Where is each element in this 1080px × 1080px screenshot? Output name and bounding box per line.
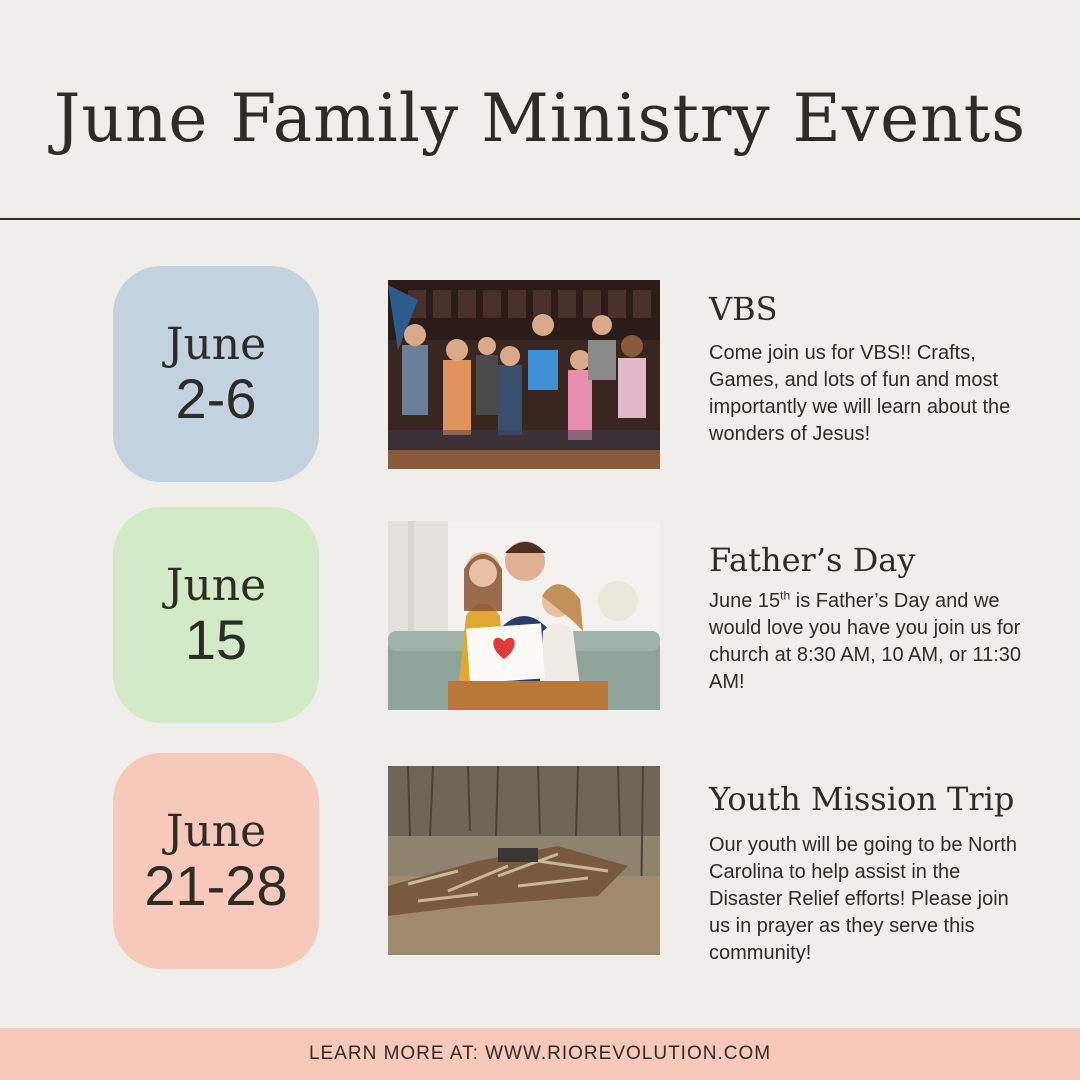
date-days: 2-6 bbox=[175, 367, 257, 430]
event-title-vbs: VBS bbox=[709, 290, 778, 328]
event-description-vbs: Come join us for VBS!! Crafts, Games, and lots of fun and most importantly we will learn about the wonders of Jesus! bbox=[709, 342, 1011, 445]
date-month: June bbox=[165, 319, 267, 370]
children-singing-photo bbox=[388, 280, 660, 469]
event-title-mission-trip: Youth Mission Trip bbox=[709, 780, 1015, 818]
disaster-debris-photo bbox=[388, 766, 660, 955]
date-card-mission-trip bbox=[113, 753, 319, 969]
date-month: June bbox=[165, 806, 267, 857]
date-days: 21-28 bbox=[144, 854, 288, 917]
date-days: 15 bbox=[184, 608, 248, 671]
event-description-fathers-day: June 15th is Father’s Day and we would love you have you join us for church at 8:30 AM, 10 AM, or 11:30 AM! bbox=[709, 588, 1022, 693]
father-daughters-card-photo bbox=[388, 521, 660, 710]
date-card-vbs bbox=[113, 266, 319, 482]
date-card-fathers-day bbox=[113, 507, 319, 723]
footer-banner bbox=[0, 1028, 1080, 1080]
event-description-mission-trip: Our youth will be going to be North Carolina to help assist in the Disaster Relief efforts! Please join us in prayer as they serve this community! bbox=[709, 834, 1017, 964]
title-divider bbox=[0, 218, 1080, 220]
event-title-fathers-day: Father’s Day bbox=[709, 541, 916, 579]
date-month: June bbox=[165, 560, 267, 611]
footer-website-text[interactable]: LEARN MORE AT: WWW.RIOREVOLUTION.COM bbox=[308, 1043, 772, 1064]
page-title: June Family Ministry Events bbox=[53, 80, 1027, 157]
